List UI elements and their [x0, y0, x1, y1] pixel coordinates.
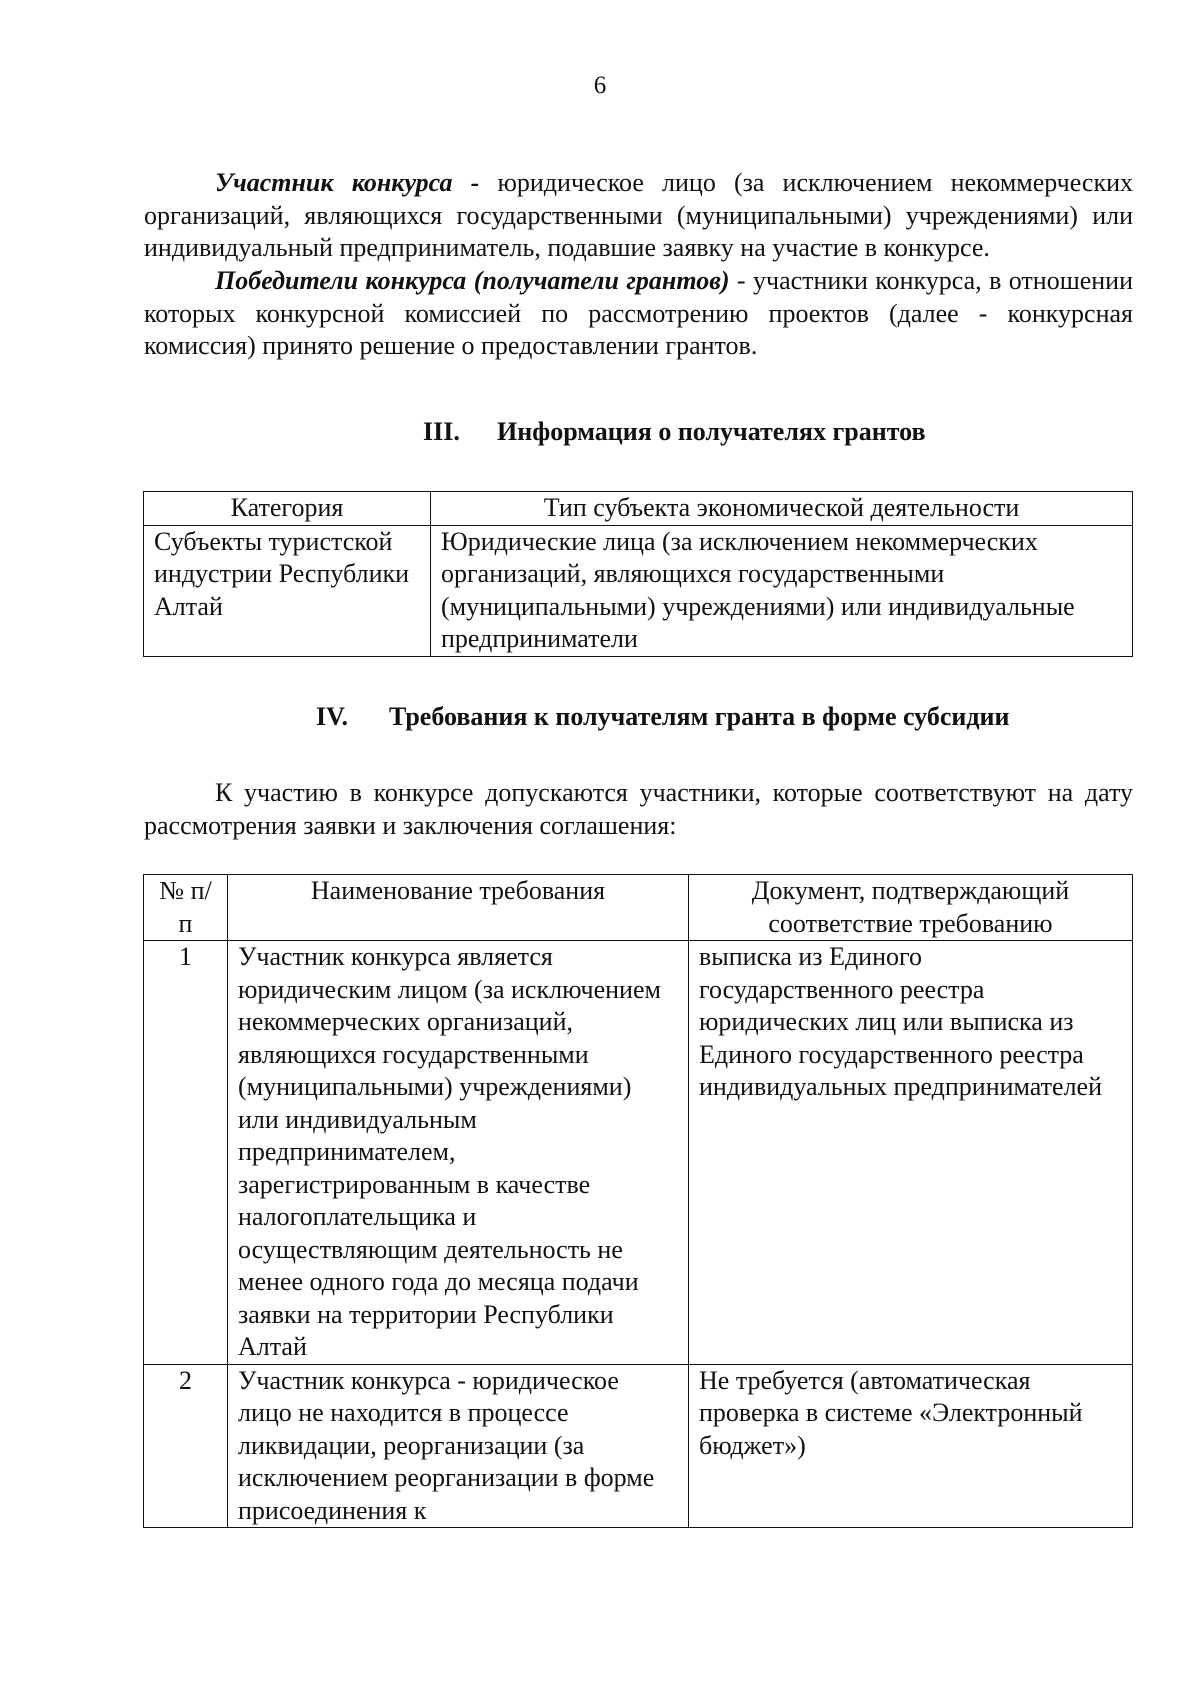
table-header-row: [144, 875, 1133, 941]
definition-participant: [144, 167, 1133, 265]
cell-entity-type: Юридические лица (за исключением некоммерческих организаций, являющихся государственными (муниципальными) учреждениями) или индивидуальные предприниматели: [431, 525, 1133, 656]
cell-document: Не требуется (автоматическая проверка в системе «Электронный бюджет»): [689, 1364, 1133, 1528]
cell-category: Субъекты туристской индустрии Республики Алтай: [144, 525, 431, 656]
table-row: [144, 1364, 1133, 1528]
definition-winners: [144, 265, 1133, 363]
section-4-intro: К участию в конкурсе допускаются участники, которые соответствуют на дату рассмотрения заявки и заключения соглашения:: [144, 778, 1133, 840]
table-row: [144, 525, 1133, 656]
section-4-title: Требования к получателям гранта в форме субсидии: [389, 702, 1010, 731]
page-number: 6: [593, 72, 607, 99]
column-header-requirement: Наименование требования: [228, 875, 689, 941]
definition-participant-text: юридическое лицо (за исключением некоммерческих организаций, являющихся государственными (муниципальными) учреждениями) или индивидуальный предприниматель, подавшие заявку на участие в конкурсе.: [144, 168, 1133, 262]
cell-row-number: 2: [144, 1364, 228, 1528]
cell-requirement: Участник конкурса - юридическое лицо не находится в процессе ликвидации, реорганизации (за исключением реорганизации в форме присоединения к: [228, 1364, 689, 1528]
column-header-entity-type: Тип субъекта экономической деятельности: [431, 492, 1133, 526]
recipients-table: [143, 491, 1133, 657]
table-header-row: [144, 492, 1133, 526]
cell-document: выписка из Единого государственного реестра юридических лиц или выписка из Единого государственного реестра индивидуальных предпринимателей: [689, 941, 1133, 1365]
requirements-table: [143, 874, 1133, 1528]
term-participant: Участник конкурса -: [215, 168, 480, 197]
section-3-title: Информация о получателях грантов: [497, 417, 926, 446]
cell-row-number: 1: [144, 941, 228, 1365]
column-header-category: Категория: [144, 492, 431, 526]
section-4-number: IV.: [316, 702, 349, 731]
section-3-number: III.: [423, 417, 460, 446]
definition-winners-text: - участники конкурса, в отношении которых конкурсной комиссией по рассмотрению проектов (далее - конкурсная комиссия) принято решение о предоставлении грантов.: [144, 266, 1134, 360]
cell-requirement: Участник конкурса является юридическим лицом (за исключением некоммерческих организаций, являющихся государственными (муниципальными) учреждениями) или индивидуальным предпринимателем, зарегистрированным в качестве налогоплательщика и осуществляющим деятельность не менее одного года до месяца подачи заявки на территории Республики Алтай: [228, 941, 689, 1365]
column-header-document: Документ, подтверждающий соответствие требованию: [689, 875, 1133, 941]
term-winners: Победители конкурса (получатели грантов): [215, 266, 730, 295]
table-row: [144, 941, 1133, 1365]
column-header-number: № п/п: [144, 875, 228, 941]
